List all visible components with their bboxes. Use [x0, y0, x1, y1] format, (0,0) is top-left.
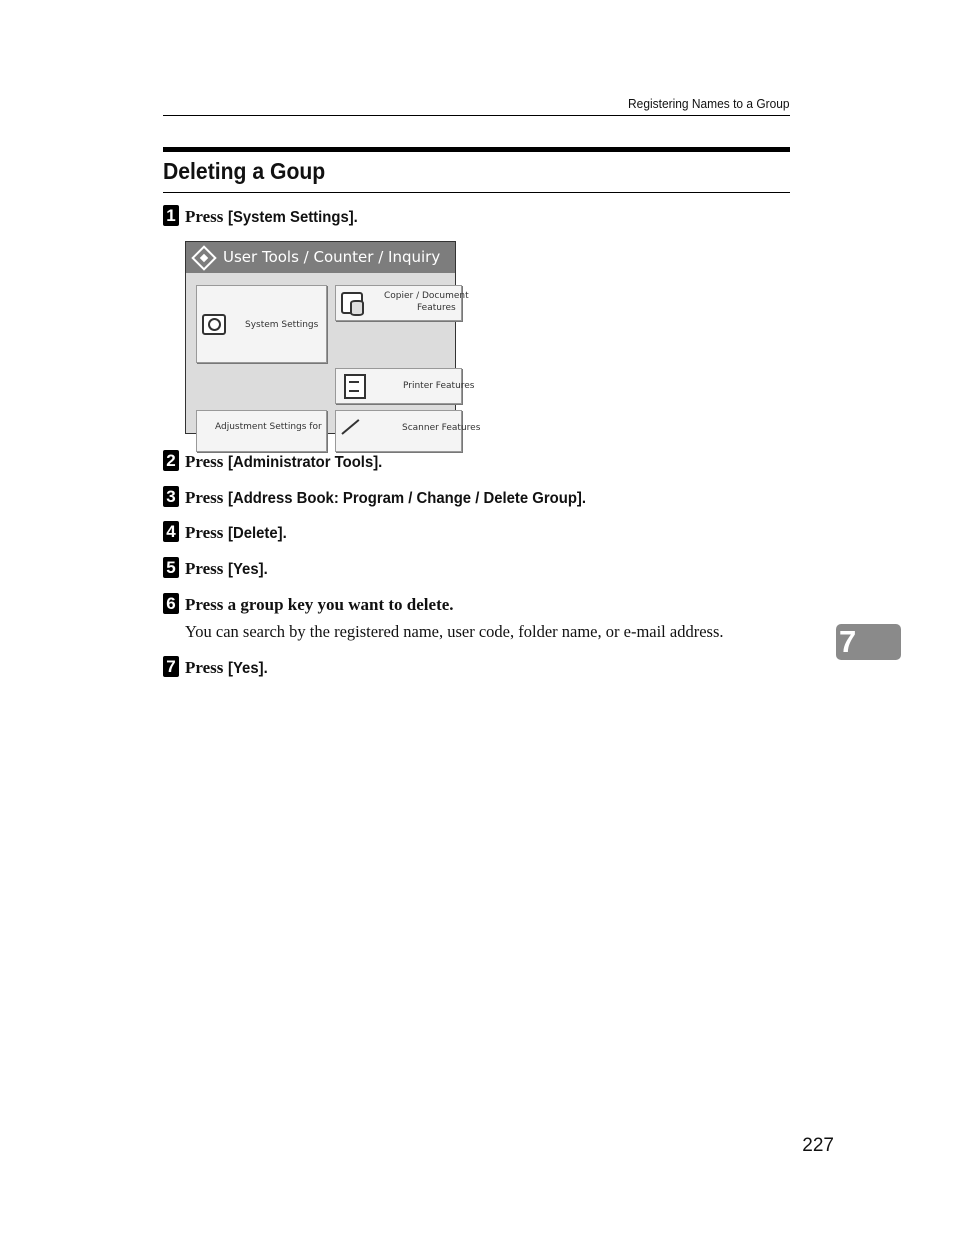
- step-key: [Yes].: [227, 660, 268, 677]
- scanner-label: Scanner Features: [402, 423, 481, 433]
- running-header: [163, 96, 790, 116]
- step-verb: Press: [185, 452, 224, 471]
- step-note: You can search by the registered name, user code, folder name, or e-mail address.: [185, 622, 724, 641]
- printer-features-tile[interactable]: [335, 368, 475, 404]
- step-number: 5: [163, 557, 179, 578]
- step-verb: Press: [185, 658, 224, 677]
- step-key: [Administrator Tools].: [227, 454, 382, 471]
- step-instruction: [185, 523, 291, 544]
- chapter-tab: [836, 624, 901, 660]
- title-rule: [163, 147, 790, 152]
- section-title: [163, 155, 790, 193]
- copier-label-line1: Copier / Document: [384, 291, 469, 301]
- step-number: 7: [163, 656, 179, 677]
- printer-icon: [344, 374, 366, 399]
- step-verb: Press a group key you want to delete.: [185, 595, 454, 614]
- step-instruction: [185, 452, 394, 473]
- adjustment-label: Adjustment Settings for: [215, 422, 322, 432]
- step-number: 4: [163, 521, 179, 542]
- page-number: 227: [802, 1135, 834, 1156]
- copier-label-line2: Features: [417, 303, 456, 313]
- step-number: 2: [163, 450, 179, 471]
- copier-document-features-tile[interactable]: [335, 285, 469, 321]
- step-verb: Press: [185, 559, 224, 578]
- step-verb: Press: [185, 488, 224, 507]
- chapter-number: 7: [839, 624, 857, 659]
- control-panel-screenshot: [185, 241, 481, 434]
- step-number: 6: [163, 593, 179, 614]
- scanner-icon: [341, 419, 359, 435]
- system-settings-icon: [202, 314, 226, 335]
- step-instruction: [185, 658, 270, 679]
- step-key: [Yes].: [227, 561, 268, 578]
- step-verb: Press: [185, 207, 224, 226]
- step-key: [System Settings].: [227, 209, 358, 226]
- step-instruction: [185, 488, 613, 509]
- adjustment-settings-tile[interactable]: [196, 410, 327, 452]
- step-key: [Address Book: Program / Change / Delete Group].: [227, 490, 586, 507]
- scanner-features-tile[interactable]: [335, 410, 481, 452]
- step-number: 3: [163, 486, 179, 507]
- panel-title: User Tools / Counter / Inquiry: [223, 248, 441, 266]
- step-verb: Press: [185, 523, 224, 542]
- step-number: 1: [163, 205, 179, 226]
- printer-label: Printer Features: [403, 381, 475, 391]
- system-settings-label: System Settings: [245, 320, 319, 330]
- step-instruction: [185, 207, 367, 228]
- section-title-text: Deleting a Goup: [163, 158, 326, 184]
- panel-header: [186, 242, 455, 273]
- step-key: [Delete].: [227, 525, 287, 542]
- running-header-text: Registering Names to a Group: [628, 96, 790, 111]
- step-instruction: [185, 595, 454, 615]
- user-tools-icon: [191, 245, 216, 270]
- copier-icon: [341, 292, 363, 314]
- system-settings-tile[interactable]: [196, 285, 327, 363]
- step-instruction: [185, 559, 270, 580]
